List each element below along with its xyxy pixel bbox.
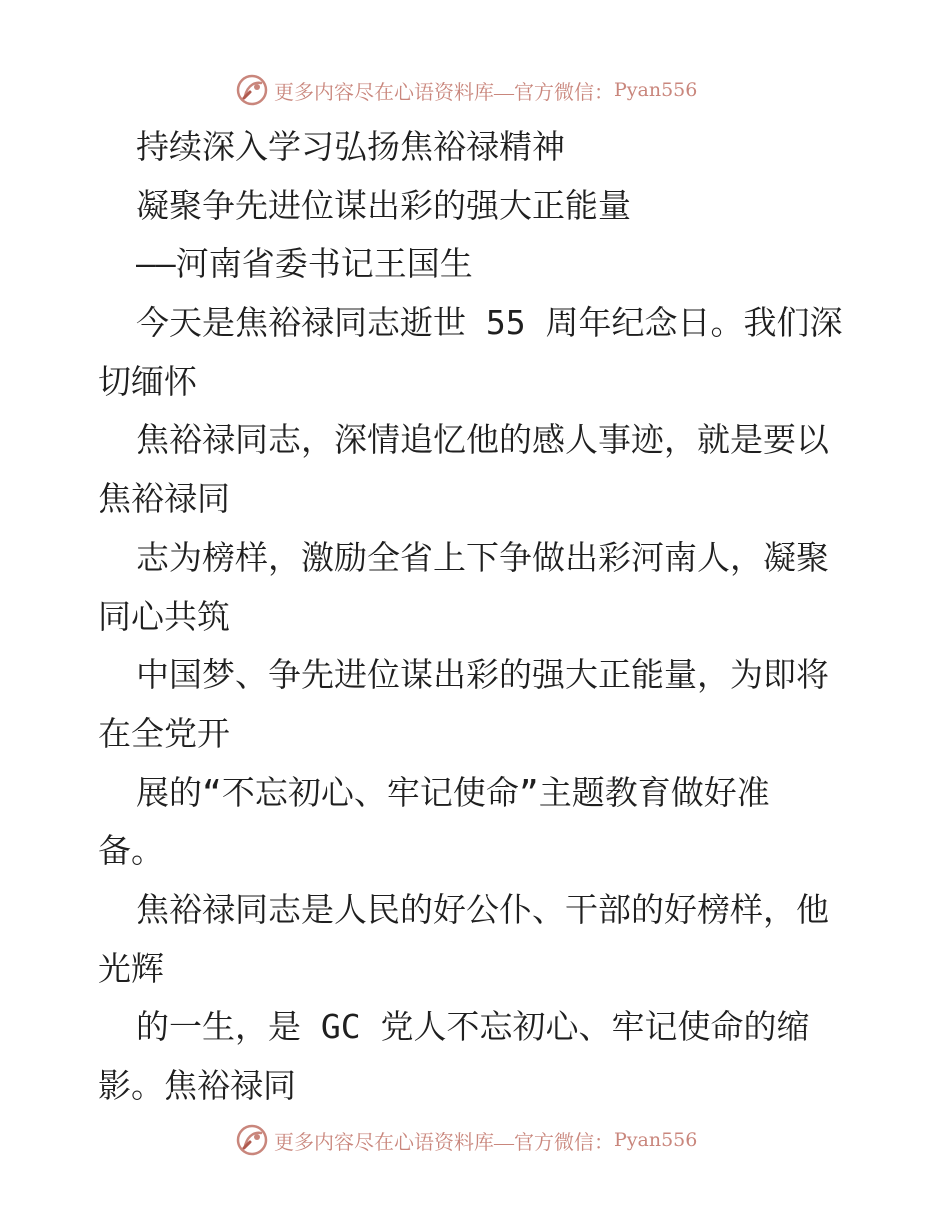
brand-logo-icon xyxy=(236,74,268,106)
paragraph-line: 光辉 xyxy=(98,948,164,988)
footer-banner-text: 更多内容尽在心语资料库—官方微信： xyxy=(274,1131,614,1154)
paragraph-line: 中国梦、争先进位谋出彩的强大正能量，为即将 xyxy=(136,655,829,695)
header-watermark-banner xyxy=(236,72,697,108)
paragraph-line: 志为榜样，激励全省上下争做出彩河南人，凝聚 xyxy=(136,537,829,577)
subtitle-line: 凝聚争先进位谋出彩的强大正能量 xyxy=(136,185,631,225)
paragraph-line: 备。 xyxy=(98,831,164,871)
paragraph-line: 焦裕禄同志，深情追忆他的感人事迹，就是要以 xyxy=(136,420,829,460)
footer-banner-contact: Pyan556 xyxy=(614,1129,698,1151)
header-banner-text: 更多内容尽在心语资料库—官方微信： xyxy=(274,81,614,104)
footer-watermark-banner xyxy=(236,1122,697,1158)
paragraph-line: 展的“不忘初心、牢记使命”主题教育做好准 xyxy=(136,772,770,812)
paragraph-line: 的一生，是 GC 党人不忘初心、牢记使命的缩 xyxy=(136,1007,810,1047)
paragraph-line: 在全党开 xyxy=(98,713,230,753)
paragraph-line: 焦裕禄同 xyxy=(98,479,230,519)
paragraph-line: 切缅怀 xyxy=(98,361,197,401)
paragraph-line: 焦裕禄同志是人民的好公仆、干部的好榜样，他 xyxy=(136,889,829,929)
header-banner-contact: Pyan556 xyxy=(614,79,698,101)
article-body xyxy=(98,118,858,1116)
paragraph-line: 影。焦裕禄同 xyxy=(98,1066,296,1105)
title-line: 持续深入学习弘扬焦裕禄精神 xyxy=(136,127,565,166)
brand-logo-icon xyxy=(236,1124,268,1156)
paragraph-line: 同心共筑 xyxy=(98,596,230,636)
author-line: ——河南省委书记王国生 xyxy=(136,244,473,284)
paragraph-line: 今天是焦裕禄同志逝世 55 周年纪念日。我们深 xyxy=(136,303,843,343)
